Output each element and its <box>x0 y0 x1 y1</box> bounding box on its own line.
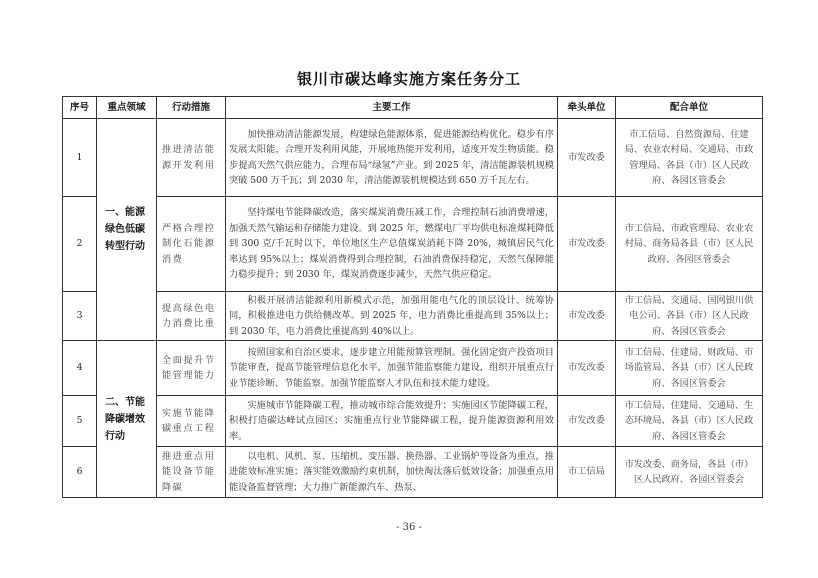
lead-unit: 市发改委 <box>558 396 616 447</box>
header-area: 重点领域 <box>97 97 157 119</box>
header-no: 序号 <box>63 97 97 119</box>
table-row <box>63 292 763 341</box>
cooperating-units: 市工信局、自然资源局、住建局、农业农村局、交通局、市政管理局、各县（市）区人民政府、各园区管委会 <box>616 119 763 197</box>
table-row <box>63 197 763 292</box>
main-work-text: 以电机、风机、泵、压缩机、变压器、换热器、工业锅炉等设备为重点，推进能效标准实施；落实能效激励约束机制，加快淘汰落后低效设备；加强重点用能设备监督管理；大力推广新能源汽车、热泵、 <box>229 450 554 493</box>
lead-unit: 市发改委 <box>558 292 616 341</box>
header-lead: 牵头单位 <box>558 97 616 119</box>
row-number: 4 <box>63 341 97 396</box>
lead-unit: 市发改委 <box>558 341 616 396</box>
main-work-text: 加快推动清洁能源发展，构建绿色能源体系，促进能源结构优化。稳步有序发展太阳能，合理开发利用风能，开展地热能开发利用，适度开发生物质能。稳步提高天然气供应能力，合理布局“绿氢”产业。到 2025 年，清洁能源装机规模突破 500 万千瓦；到 2030 年，清洁能源装机规模达到 650 万千瓦左右。 <box>229 128 554 186</box>
cooperating-units: 市工信局、市政管理局、农业农村局、商务局各县（市）区人民政府、各园区管委会 <box>616 197 763 292</box>
table-row <box>63 341 763 396</box>
header-action: 行动措施 <box>157 97 226 119</box>
cooperating-units: 市工信局、住建局、交通局、生态环境局、各县（市）区人民政府、各园区管委会 <box>616 396 763 447</box>
lead-unit: 市工信局 <box>558 447 616 498</box>
header-coop: 配合单位 <box>616 97 763 119</box>
main-work-text: 按照国家和自治区要求，逐步建立用能预算管理制。强化固定资产投资项目节能审查，提高节能管理信息化水平，加强节能监察能力建设，组织开展重点行业节能诊断、节能监察。加强节能监察人才队伍和技术能力建设。 <box>229 346 554 389</box>
cooperating-units: 市工信局、住建局、财政局、市场监管局、各县（市）区人民政府、各园区管委会 <box>616 341 763 396</box>
row-number: 1 <box>63 119 97 197</box>
main-work-text: 积极开展清洁能源利用新模式示范，加强用能电气化的顶层设计、统筹协同，积极推进电力供给侧改革。到 2025 年，电力消费比重提高到 35%以上；到 2030 年，电力消费比重提高到 40%以上。 <box>229 294 554 337</box>
action-measure: 推进清洁能源开发利用 <box>157 119 226 197</box>
main-work <box>226 341 558 396</box>
lead-unit: 市发改委 <box>558 119 616 197</box>
table-row <box>63 119 763 197</box>
table-row <box>63 447 763 498</box>
action-measure: 全面提升节能管理能力 <box>157 341 226 396</box>
row-number: 6 <box>63 447 97 498</box>
main-work <box>226 396 558 447</box>
action-measure: 严格合理控制化石能源消费 <box>157 197 226 292</box>
row-number: 2 <box>63 197 97 292</box>
action-measure: 推进重点用能设备节能降碳 <box>157 447 226 498</box>
cooperating-units: 市发改委、商务局，各县（市）区人民政府、各园区管委会 <box>616 447 763 498</box>
lead-unit: 市发改委 <box>558 197 616 292</box>
row-number: 5 <box>63 396 97 447</box>
main-work <box>226 292 558 341</box>
main-work <box>226 197 558 292</box>
focus-area: 二、节能降碳增效行动 <box>97 341 157 498</box>
row-number: 3 <box>63 292 97 341</box>
action-measure: 实施节能降碳重点工程 <box>157 396 226 447</box>
page-number: - 36 - <box>396 522 422 533</box>
main-work <box>226 119 558 197</box>
main-work <box>226 447 558 498</box>
task-division-table <box>62 96 763 498</box>
action-measure: 提高绿色电力消费比重 <box>157 292 226 341</box>
header-work: 主要工作 <box>226 97 558 119</box>
table-row <box>63 396 763 447</box>
main-work-text: 坚持煤电节能降碳改造，落实煤炭消费压减工作，合理控制石油消费增速，加强天然气输运和存储能力建设。到 2025 年，燃煤电厂平均供电标准煤耗降低到 300 克/千瓦时以下，单位地区生产总值煤炭消耗下降 20%，城镇居民气化率达到 95%以上；煤炭消费得到合理控制，石油消费保持稳定，天然气保障能力稳步提升；到 2030 年，煤炭消费逐步减少，天然气供应稳定。 <box>229 207 554 281</box>
focus-area: 一、能源绿色低碳转型行动 <box>97 119 157 341</box>
main-work-text: 实施城市节能降碳工程，推动城市综合能效提升；实施园区节能降碳工程，积极打造碳达峰试点园区；实施重点行业节能降碳工程，提升能源资源利用效率。 <box>229 399 554 442</box>
document-title: 银川市碳达峰实施方案任务分工 <box>296 70 521 88</box>
cooperating-units: 市工信局、交通局、国网银川供电公司、各县（市）区人民政府、各园区管委会 <box>616 292 763 341</box>
table-header-row <box>63 97 763 119</box>
